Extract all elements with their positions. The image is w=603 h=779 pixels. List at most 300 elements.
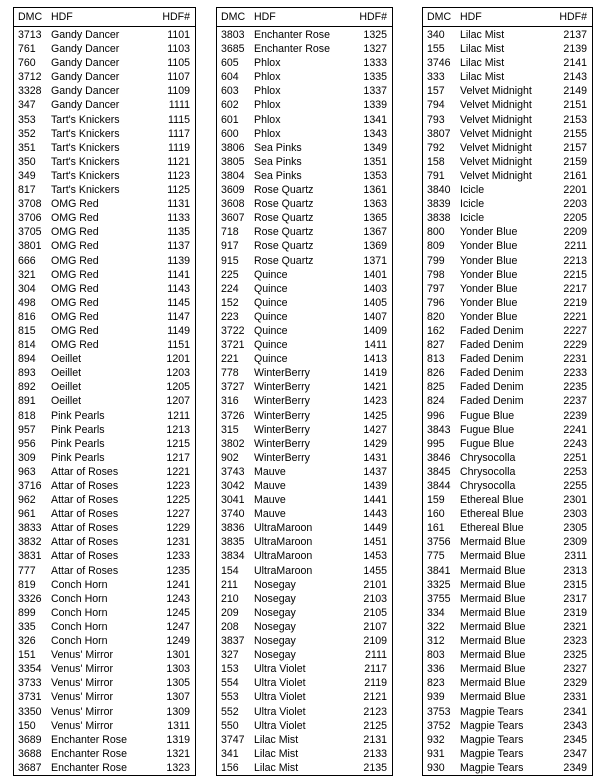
cell-hdf: Enchanter Rose <box>51 761 127 774</box>
table-row <box>14 113 195 127</box>
table-row <box>14 733 195 747</box>
cell-dmc: 3802 <box>221 437 245 450</box>
cell-hdf-number: 1217 <box>166 451 190 464</box>
cell-hdf-number: 1201 <box>166 353 190 366</box>
cell-hdf-number: 2343 <box>563 719 587 732</box>
table-row <box>423 380 592 394</box>
cell-hdf-number: 2157 <box>563 141 587 154</box>
table-row <box>423 268 592 282</box>
table-row <box>14 70 195 84</box>
table-row <box>14 761 195 775</box>
cell-dmc: 3806 <box>221 141 245 154</box>
cell-dmc: 600 <box>221 127 239 140</box>
cell-hdf: Mermaid Blue <box>460 649 526 662</box>
cell-dmc: 315 <box>221 423 239 436</box>
cell-hdf-number: 1203 <box>166 367 190 380</box>
cell-hdf: Sea Pinks <box>254 155 302 168</box>
cell-hdf-number: 1211 <box>167 409 190 422</box>
table-row <box>423 719 592 733</box>
cell-hdf: OMG Red <box>51 254 99 267</box>
table-row <box>423 352 592 366</box>
cell-dmc: 3846 <box>427 451 451 464</box>
table-row <box>217 324 392 338</box>
table-row <box>14 56 195 70</box>
table-row <box>423 747 592 761</box>
cell-hdf: Enchanter Rose <box>254 29 330 41</box>
cell-dmc: 3743 <box>221 465 245 478</box>
cell-hdf-number: 2203 <box>563 198 587 211</box>
cell-hdf-number: 1243 <box>166 592 190 605</box>
cell-hdf: Nosegay <box>254 606 296 619</box>
cell-dmc: 601 <box>221 113 239 126</box>
cell-dmc: 3833 <box>18 522 42 535</box>
table-row <box>14 465 195 479</box>
cell-hdf: WinterBerry <box>254 451 310 464</box>
cell-dmc: 151 <box>18 649 36 662</box>
cell-hdf-number: 1437 <box>363 465 387 478</box>
cell-dmc: 154 <box>221 564 239 577</box>
cell-hdf: Velvet Midnight <box>460 155 532 168</box>
cell-dmc: 3841 <box>427 564 451 577</box>
cell-hdf: Attar of Roses <box>51 480 119 492</box>
cell-hdf: Mauve <box>254 494 286 507</box>
cell-hdf: Faded Denim <box>460 395 524 408</box>
header-hdf-number: HDF# <box>559 11 587 23</box>
cell-hdf-number: 1337 <box>363 85 387 98</box>
header-dmc: DMC <box>427 11 452 23</box>
cell-dmc: 3834 <box>221 550 245 563</box>
cell-hdf: Velvet Midnight <box>460 169 532 182</box>
cell-dmc: 824 <box>427 395 445 408</box>
cell-dmc: 930 <box>427 761 445 774</box>
cell-hdf: WinterBerry <box>254 395 310 408</box>
cell-hdf-number: 2155 <box>563 127 587 140</box>
cell-hdf-number: 1235 <box>166 564 190 577</box>
header-hdf-number: HDF# <box>162 11 190 23</box>
cell-hdf-number: 2201 <box>563 184 587 197</box>
cell-dmc: 3716 <box>18 480 42 492</box>
cell-hdf: Yonder Blue <box>460 268 518 281</box>
cell-hdf-number: 2101 <box>363 578 387 591</box>
cell-dmc: 823 <box>427 677 445 690</box>
cell-dmc: 3328 <box>18 85 42 98</box>
cell-hdf: Mermaid Blue <box>460 663 526 676</box>
cell-hdf-number: 2135 <box>363 761 387 774</box>
cell-dmc: 350 <box>18 155 36 168</box>
cell-dmc: 152 <box>221 296 239 309</box>
cell-hdf: Ultra Violet <box>254 719 306 732</box>
cell-hdf-number: 2233 <box>563 367 587 380</box>
cell-dmc: 798 <box>427 268 445 281</box>
cell-hdf-number: 2133 <box>363 747 387 760</box>
cell-dmc: 995 <box>427 437 445 450</box>
table-row <box>423 84 592 98</box>
cell-hdf: OMG Red <box>51 212 99 225</box>
cell-dmc: 3608 <box>221 198 245 211</box>
cell-hdf: UltraMaroon <box>254 522 313 535</box>
table-row <box>423 183 592 197</box>
cell-dmc: 3840 <box>427 184 451 197</box>
table-row <box>423 239 592 253</box>
cell-hdf-number: 1303 <box>166 663 190 676</box>
cell-dmc: 326 <box>18 635 36 648</box>
cell-hdf: UltraMaroon <box>254 550 313 563</box>
cell-hdf: Enchanter Rose <box>51 733 127 746</box>
cell-hdf: Chrysocolla <box>460 451 516 464</box>
cell-hdf-number: 1231 <box>166 536 190 549</box>
cell-dmc: 347 <box>18 99 36 112</box>
cell-hdf-number: 1121 <box>167 155 190 168</box>
table-row <box>14 141 195 155</box>
cell-dmc: 3326 <box>18 592 42 605</box>
table-row <box>217 507 392 521</box>
cell-hdf: Mauve <box>254 508 286 521</box>
cell-hdf: Quince <box>254 310 288 323</box>
cell-dmc: 792 <box>427 141 445 154</box>
cell-dmc: 211 <box>221 578 238 591</box>
table-row <box>217 690 392 704</box>
table-row <box>217 84 392 98</box>
cell-dmc: 3801 <box>18 240 42 253</box>
header-hdf-number: HDF# <box>359 11 387 23</box>
cell-hdf-number: 2125 <box>363 719 387 732</box>
cell-dmc: 3609 <box>221 184 245 197</box>
cell-hdf-number: 2251 <box>563 451 587 464</box>
cell-hdf-number: 1401 <box>363 268 387 281</box>
cell-hdf-number: 1131 <box>167 198 190 211</box>
cell-hdf-number: 1135 <box>167 226 190 239</box>
table-row <box>217 56 392 70</box>
cell-dmc: 799 <box>427 254 445 267</box>
cell-hdf-number: 1105 <box>167 57 190 70</box>
table-row <box>14 564 195 578</box>
cell-hdf-number: 2107 <box>363 620 387 633</box>
cell-dmc: 815 <box>18 324 36 337</box>
cell-dmc: 156 <box>221 761 239 774</box>
cell-dmc: 3832 <box>18 536 42 549</box>
cell-hdf-number: 1111 <box>168 99 190 112</box>
cell-dmc: 316 <box>221 395 239 408</box>
cell-hdf-number: 2109 <box>363 635 387 648</box>
header-dmc: DMC <box>18 11 43 23</box>
cell-hdf: OMG Red <box>51 310 99 323</box>
cell-hdf-number: 2315 <box>563 578 587 591</box>
cell-hdf: Velvet Midnight <box>460 85 532 98</box>
table-row <box>14 507 195 521</box>
table-row <box>14 155 195 169</box>
cell-hdf: Tart's Knickers <box>51 113 120 126</box>
cell-dmc: 3350 <box>18 705 42 718</box>
table-row <box>423 676 592 690</box>
table-row <box>423 282 592 296</box>
table-row <box>14 254 195 268</box>
cell-hdf: Phlox <box>254 85 281 98</box>
cell-hdf: OMG Red <box>51 324 99 337</box>
cell-hdf: Tart's Knickers <box>51 184 120 197</box>
table-row <box>423 310 592 324</box>
cell-hdf-number: 1229 <box>166 522 190 535</box>
cell-hdf: Velvet Midnight <box>460 113 532 126</box>
table-row <box>423 113 592 127</box>
table-row <box>14 366 195 380</box>
cell-hdf: Enchanter Rose <box>51 747 127 760</box>
cell-hdf: Sea Pinks <box>254 141 302 154</box>
cell-hdf-number: 1343 <box>363 127 387 140</box>
cell-hdf-number: 1369 <box>363 240 387 253</box>
table-row <box>217 564 392 578</box>
table-row <box>423 437 592 451</box>
header-hdf: HDF <box>51 11 73 23</box>
cell-dmc: 3843 <box>427 423 451 436</box>
cell-dmc: 891 <box>18 395 36 408</box>
cell-hdf-number: 1429 <box>363 437 387 450</box>
cell-dmc: 602 <box>221 99 239 112</box>
cell-hdf: Icicle <box>460 212 485 225</box>
cell-dmc: 3836 <box>221 522 245 535</box>
cell-hdf: Yonder Blue <box>460 240 518 253</box>
cell-hdf-number: 2159 <box>563 155 587 168</box>
cell-hdf: OMG Red <box>51 226 99 239</box>
cell-hdf-number: 2121 <box>363 691 387 704</box>
cell-dmc: 761 <box>18 43 36 56</box>
cell-hdf: Mermaid Blue <box>460 536 526 549</box>
cell-hdf: Velvet Midnight <box>460 127 532 140</box>
table-row <box>423 592 592 606</box>
cell-dmc: 322 <box>427 620 445 633</box>
cell-hdf: Tart's Knickers <box>51 127 120 140</box>
cell-dmc: 813 <box>427 353 445 366</box>
table-row <box>14 409 195 423</box>
cell-hdf-number: 2137 <box>563 29 587 41</box>
cell-hdf: Icicle <box>460 198 485 211</box>
cell-dmc: 605 <box>221 57 239 70</box>
cell-hdf: Fugue Blue <box>460 437 515 450</box>
cell-hdf: Gandy Dancer <box>51 57 120 70</box>
cell-hdf: Velvet Midnight <box>460 99 532 112</box>
table-row <box>217 592 392 606</box>
table-row <box>217 437 392 451</box>
table-row <box>14 183 195 197</box>
cell-hdf: Oeillet <box>51 367 82 380</box>
cell-dmc: 3805 <box>221 155 245 168</box>
cell-hdf-number: 2149 <box>563 85 587 98</box>
cell-hdf-number: 2141 <box>563 57 587 70</box>
table-row <box>217 169 392 183</box>
cell-hdf-number: 1451 <box>363 536 387 549</box>
cell-dmc: 3712 <box>18 71 42 84</box>
table-row <box>14 324 195 338</box>
cell-hdf: Fugue Blue <box>460 409 515 422</box>
cell-hdf-number: 1367 <box>363 226 387 239</box>
table-header <box>14 8 195 27</box>
cell-hdf-number: 1125 <box>167 184 190 197</box>
cell-hdf-number: 1443 <box>363 508 387 521</box>
cell-hdf-number: 1319 <box>166 733 190 746</box>
cell-hdf: Lilac Mist <box>460 29 505 41</box>
cell-hdf: UltraMaroon <box>254 564 313 577</box>
cell-dmc: 210 <box>221 592 239 605</box>
cell-hdf: Rose Quartz <box>254 254 314 267</box>
table-row <box>423 127 592 141</box>
cell-hdf-number: 1141 <box>167 268 190 281</box>
cell-hdf-number: 1117 <box>168 127 190 140</box>
cell-hdf-number: 1405 <box>363 296 387 309</box>
cell-hdf-number: 2227 <box>563 324 587 337</box>
cell-hdf: WinterBerry <box>254 409 310 422</box>
cell-dmc: 3354 <box>18 663 42 676</box>
table-row <box>14 169 195 183</box>
cell-dmc: 335 <box>18 620 36 633</box>
cell-hdf: Attar of Roses <box>51 465 119 478</box>
table-body <box>217 27 392 775</box>
table-row <box>217 28 392 42</box>
table-row <box>14 296 195 310</box>
cell-hdf: OMG Red <box>51 198 99 211</box>
cell-hdf-number: 1221 <box>166 465 190 478</box>
cell-hdf: Oeillet <box>51 395 82 408</box>
table-row <box>217 239 392 253</box>
cell-dmc: 817 <box>18 184 36 197</box>
cell-hdf: Conch Horn <box>51 578 108 591</box>
cell-dmc: 157 <box>427 85 445 98</box>
cell-hdf-number: 2229 <box>563 339 587 352</box>
cell-hdf-number: 1309 <box>166 705 190 718</box>
cell-hdf: Mermaid Blue <box>460 564 526 577</box>
table-row <box>14 690 195 704</box>
cell-hdf: Mermaid Blue <box>460 578 526 591</box>
cell-hdf-number: 2217 <box>563 282 587 295</box>
table-row <box>14 521 195 535</box>
cell-dmc: 956 <box>18 437 36 450</box>
table-column-3 <box>422 7 593 776</box>
cell-dmc: 797 <box>427 282 445 295</box>
table-row <box>14 676 195 690</box>
cell-dmc: 153 <box>221 663 239 676</box>
cell-dmc: 816 <box>18 310 36 323</box>
cell-hdf-number: 1419 <box>363 367 387 380</box>
cell-hdf-number: 2237 <box>563 395 587 408</box>
cell-hdf: Gandy Dancer <box>51 71 120 84</box>
cell-hdf: Magpie Tears <box>460 719 524 732</box>
cell-hdf: Quince <box>254 268 288 281</box>
cell-hdf-number: 1143 <box>167 282 190 295</box>
cell-hdf-number: 1109 <box>167 85 190 98</box>
table-row <box>423 564 592 578</box>
table-row <box>217 747 392 761</box>
table-row <box>423 507 592 521</box>
table-row <box>423 169 592 183</box>
table-row <box>217 127 392 141</box>
cell-hdf: Yonder Blue <box>460 296 518 309</box>
cell-dmc: 353 <box>18 113 36 126</box>
table-row <box>423 479 592 493</box>
cell-hdf: Ultra Violet <box>254 705 306 718</box>
cell-hdf-number: 2325 <box>563 649 587 662</box>
header-hdf: HDF <box>460 11 482 23</box>
cell-hdf: Yonder Blue <box>460 282 518 295</box>
table-row <box>217 98 392 112</box>
cell-hdf: Yonder Blue <box>460 254 518 267</box>
cell-hdf-number: 2349 <box>563 761 587 774</box>
cell-hdf-number: 1441 <box>363 494 387 507</box>
cell-hdf-number: 1323 <box>166 761 190 774</box>
cell-dmc: 793 <box>427 113 445 126</box>
cell-hdf-number: 2321 <box>563 620 587 633</box>
cell-hdf-number: 1151 <box>167 339 190 352</box>
table-row <box>217 634 392 648</box>
cell-hdf: Attar of Roses <box>51 564 119 577</box>
table-row <box>423 606 592 620</box>
cell-hdf: Lilac Mist <box>254 747 299 760</box>
cell-dmc: 160 <box>427 508 445 521</box>
cell-hdf-number: 2341 <box>563 705 587 718</box>
cell-hdf-number: 1439 <box>363 480 387 492</box>
cell-hdf-number: 2215 <box>563 268 587 281</box>
table-row <box>14 662 195 676</box>
cell-dmc: 498 <box>18 296 36 309</box>
cell-hdf-number: 1351 <box>363 155 387 168</box>
cell-dmc: 3727 <box>221 381 245 394</box>
table-row <box>217 366 392 380</box>
table-header <box>217 8 392 27</box>
cell-dmc: 825 <box>427 381 445 394</box>
cell-hdf-number: 1349 <box>363 141 387 154</box>
cell-hdf-number: 1215 <box>166 437 190 450</box>
table-row <box>14 380 195 394</box>
cell-dmc: 778 <box>221 367 239 380</box>
cell-hdf-number: 1431 <box>363 451 387 464</box>
table-row <box>14 394 195 408</box>
cell-dmc: 996 <box>427 409 445 422</box>
cell-hdf-number: 2161 <box>563 169 587 182</box>
cell-hdf-number: 2119 <box>364 677 387 690</box>
table-row <box>14 606 195 620</box>
header-hdf: HDF <box>254 11 276 23</box>
cell-dmc: 3831 <box>18 550 42 563</box>
cell-hdf: Mauve <box>254 465 286 478</box>
cell-hdf-number: 2305 <box>563 522 587 535</box>
table-row <box>217 733 392 747</box>
cell-hdf-number: 2213 <box>563 254 587 267</box>
cell-hdf-number: 2345 <box>563 733 587 746</box>
cell-dmc: 963 <box>18 465 36 478</box>
table-row <box>14 211 195 225</box>
cell-hdf: Magpie Tears <box>460 747 524 760</box>
cell-dmc: 3713 <box>18 29 42 41</box>
cell-hdf: Attar of Roses <box>51 536 119 549</box>
cell-hdf-number: 2211 <box>564 240 587 253</box>
cell-hdf-number: 1325 <box>363 29 387 41</box>
table-row <box>423 155 592 169</box>
cell-dmc: 3838 <box>427 212 451 225</box>
cell-dmc: 3733 <box>18 677 42 690</box>
table-row <box>423 423 592 437</box>
cell-hdf-number: 1123 <box>167 169 190 182</box>
cell-hdf: Rose Quartz <box>254 184 314 197</box>
cell-hdf: Ethereal Blue <box>460 522 524 535</box>
table-row <box>423 42 592 56</box>
cell-hdf-number: 2209 <box>563 226 587 239</box>
cell-hdf-number: 1119 <box>168 141 190 154</box>
cell-dmc: 775 <box>427 550 445 563</box>
cell-hdf-number: 1247 <box>166 620 190 633</box>
table-row <box>423 409 592 423</box>
cell-hdf-number: 1233 <box>166 550 190 563</box>
cell-dmc: 917 <box>221 240 239 253</box>
table-row <box>14 197 195 211</box>
cell-hdf: Attar of Roses <box>51 522 119 535</box>
table-row <box>217 225 392 239</box>
